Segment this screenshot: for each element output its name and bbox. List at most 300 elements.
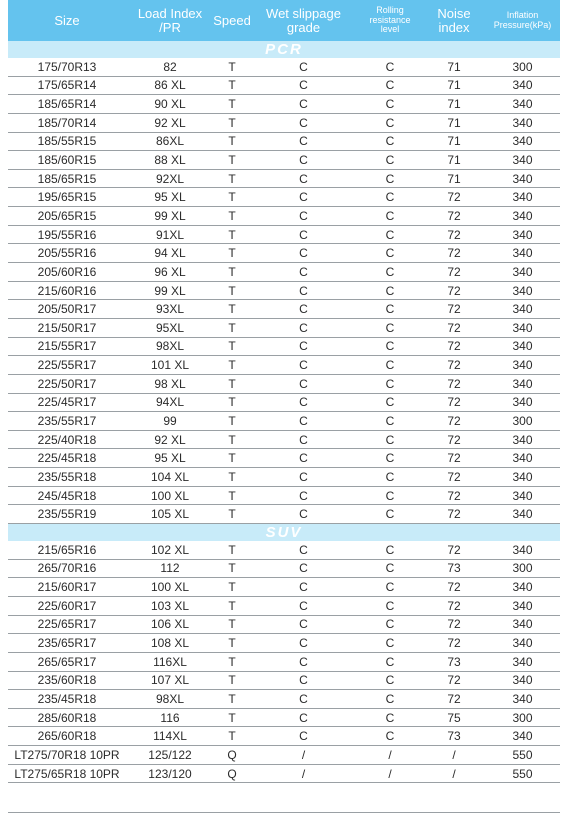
noise-cell: / [452, 766, 456, 781]
speed-cell: T [228, 339, 236, 354]
size-cell: 265/65R17 [37, 654, 97, 669]
rolling-cell: C [385, 488, 395, 503]
speed-cell: T [228, 413, 236, 428]
rolling-cell: C [385, 507, 395, 522]
load-index-cell: 101 XL [150, 358, 190, 373]
rolling-cell: C [385, 710, 395, 725]
size-cell: 185/65R14 [37, 97, 97, 112]
size-cell: 215/65R16 [37, 542, 97, 557]
header-wet-grade-text: Wet slippage grade [266, 5, 341, 35]
wet-grade-cell: C [299, 395, 308, 410]
wet-grade-cell: C [299, 97, 308, 112]
size-cell: 185/65R15 [37, 171, 97, 186]
inflation-cell: 340 [512, 97, 533, 112]
size-cell: 285/60R18 [37, 710, 97, 725]
inflation-cell: 340 [512, 171, 533, 186]
rolling-cell: C [385, 617, 395, 632]
load-index-cell: 92 XL [154, 115, 186, 130]
inflation-cell: 340 [512, 432, 533, 447]
speed-cell: T [228, 451, 236, 466]
rolling-cell: C [385, 190, 395, 205]
speed-cell: T [228, 264, 236, 279]
wet-grade-cell: C [299, 115, 308, 130]
wet-grade-cell: C [299, 134, 308, 149]
speed-cell: T [228, 561, 236, 576]
table-row [8, 188, 560, 207]
size-cell: LT275/65R18 10PR [14, 766, 120, 781]
wet-grade-cell: C [299, 339, 308, 354]
wet-grade-cell: C [299, 636, 308, 651]
size-cell: 265/60R18 [37, 729, 97, 744]
wet-grade-cell: C [299, 691, 308, 706]
table-row [8, 114, 560, 133]
size-cell: 175/65R14 [37, 78, 97, 93]
rolling-cell: C [385, 246, 395, 261]
rolling-cell: C [385, 691, 395, 706]
wet-grade-cell: / [301, 766, 306, 781]
inflation-cell: 340 [512, 376, 533, 391]
table-row [8, 356, 560, 375]
table-row [8, 709, 560, 728]
noise-cell: 75 [447, 710, 461, 725]
inflation-cell: 340 [512, 636, 533, 651]
wet-grade-cell: C [299, 542, 308, 557]
table-row [8, 207, 560, 226]
size-cell: 205/50R17 [37, 302, 97, 317]
size-cell: 185/60R15 [37, 153, 97, 168]
noise-cell: 72 [447, 339, 461, 354]
table-row [8, 300, 560, 319]
speed-cell: Q [227, 766, 237, 781]
load-index-cell: 100 XL [150, 488, 190, 503]
table-body [8, 41, 560, 783]
load-index-cell: 123/120 [148, 766, 192, 781]
speed-cell: T [228, 691, 236, 706]
noise-cell: 71 [447, 59, 461, 74]
load-index-cell: 99 [163, 413, 177, 428]
load-index-cell: 94 XL [154, 246, 186, 261]
wet-grade-cell: C [299, 729, 308, 744]
table-row [8, 226, 560, 245]
wet-grade-cell: C [299, 654, 308, 669]
table-row [8, 634, 560, 653]
size-cell: 205/55R16 [37, 246, 97, 261]
rolling-cell: C [385, 598, 395, 613]
table-row [8, 672, 560, 691]
noise-cell: 72 [447, 283, 461, 298]
inflation-cell: 340 [512, 542, 533, 557]
wet-grade-cell: C [299, 488, 308, 503]
noise-cell: 71 [447, 97, 461, 112]
speed-cell: T [228, 432, 236, 447]
inflation-cell: 340 [512, 208, 533, 223]
table-row [8, 690, 560, 709]
rolling-cell: C [385, 413, 395, 428]
speed-cell: T [228, 59, 236, 74]
speed-cell: T [228, 246, 236, 261]
size-cell: 205/60R16 [37, 264, 97, 279]
inflation-cell: 340 [512, 320, 533, 335]
inflation-cell: 340 [512, 246, 533, 261]
load-index-cell: 99 XL [154, 283, 186, 298]
rolling-cell: C [385, 654, 395, 669]
speed-cell: T [228, 134, 236, 149]
rolling-cell: C [385, 358, 395, 373]
table-row [8, 338, 560, 357]
load-index-cell: 92 XL [154, 432, 186, 447]
table-row [8, 394, 560, 413]
size-cell: 205/65R15 [37, 208, 97, 223]
inflation-cell: 340 [512, 339, 533, 354]
inflation-cell: 550 [512, 766, 533, 781]
noise-cell: 73 [447, 654, 461, 669]
wet-grade-cell: C [299, 598, 308, 613]
speed-cell: T [228, 358, 236, 373]
table-row [8, 541, 560, 560]
inflation-cell: 340 [512, 395, 533, 410]
wet-grade-cell: C [299, 617, 308, 632]
load-index-cell: 98XL [155, 339, 185, 354]
inflation-cell: 340 [512, 469, 533, 484]
load-index-cell: 95 XL [154, 451, 186, 466]
rolling-cell: C [385, 59, 395, 74]
speed-cell: T [228, 190, 236, 205]
wet-grade-cell: C [299, 264, 308, 279]
load-index-cell: 99 XL [154, 208, 186, 223]
speed-cell: T [228, 617, 236, 632]
speed-cell: T [228, 153, 236, 168]
inflation-cell: 300 [512, 59, 533, 74]
speed-cell: T [228, 598, 236, 613]
header-load-index-text: Load Index /PR [137, 5, 203, 35]
rolling-cell: C [385, 134, 395, 149]
rolling-cell: C [385, 153, 395, 168]
noise-cell: 72 [447, 246, 461, 261]
noise-cell: 72 [447, 376, 461, 391]
speed-cell: T [228, 115, 236, 130]
table-row [8, 487, 560, 506]
noise-cell: 72 [447, 542, 461, 557]
size-cell: 215/60R17 [37, 580, 97, 595]
noise-cell: 72 [447, 413, 461, 428]
inflation-cell: 340 [512, 264, 533, 279]
noise-cell: 72 [447, 264, 461, 279]
wet-grade-cell: C [299, 580, 308, 595]
load-index-cell: 90 XL [154, 97, 186, 112]
size-cell: 215/50R17 [37, 320, 97, 335]
noise-cell: 71 [447, 115, 461, 130]
header-speed: Speed [213, 12, 251, 28]
load-index-cell: 103 XL [150, 598, 190, 613]
table-row [8, 765, 560, 784]
size-cell: 235/65R17 [37, 636, 97, 651]
header-size: Size [54, 12, 80, 28]
load-index-cell: 98XL [155, 691, 185, 706]
table-row [8, 375, 560, 394]
table-row [8, 133, 560, 152]
noise-cell: 72 [447, 507, 461, 522]
inflation-cell: 550 [512, 747, 533, 762]
speed-cell: T [228, 654, 236, 669]
wet-grade-cell: C [299, 246, 308, 261]
size-cell: 185/70R14 [37, 115, 97, 130]
speed-cell: T [228, 580, 236, 595]
header-inflation [485, 0, 560, 41]
rolling-cell: C [385, 395, 395, 410]
wet-grade-cell: / [301, 747, 306, 762]
header-rolling [357, 0, 423, 41]
load-index-cell: 96 XL [154, 264, 186, 279]
noise-cell: 71 [447, 171, 461, 186]
rolling-cell: C [385, 376, 395, 391]
load-index-cell: 116 [160, 710, 180, 725]
wet-grade-cell: C [299, 283, 308, 298]
tire-spec-table [8, 0, 560, 783]
noise-cell: 71 [447, 134, 461, 149]
load-index-cell: 100 XL [150, 580, 190, 595]
table-row [8, 412, 560, 431]
wet-grade-cell: C [299, 469, 308, 484]
noise-cell: 72 [447, 451, 461, 466]
load-index-cell: 112 [160, 561, 180, 576]
speed-cell: T [228, 208, 236, 223]
header-inflation-text: Inflation Pressure(kPa) [493, 10, 552, 30]
wet-grade-cell: C [299, 376, 308, 391]
load-index-cell: 91XL [155, 227, 185, 242]
speed-cell: T [228, 636, 236, 651]
size-cell: 215/55R17 [37, 339, 97, 354]
noise-cell: 72 [447, 432, 461, 447]
size-cell: LT275/70R18 10PR [14, 747, 120, 762]
noise-cell: 73 [447, 729, 461, 744]
inflation-cell: 300 [512, 710, 533, 725]
table-row [8, 282, 560, 301]
wet-grade-cell: C [299, 171, 308, 186]
wet-grade-cell: C [299, 208, 308, 223]
inflation-cell: 340 [512, 598, 533, 613]
inflation-cell: 300 [512, 413, 533, 428]
size-cell: 225/50R17 [37, 376, 97, 391]
table-row [8, 77, 560, 96]
rolling-cell: / [388, 747, 392, 762]
speed-cell: T [228, 673, 236, 688]
inflation-cell: 340 [512, 451, 533, 466]
noise-cell: 73 [447, 561, 461, 576]
rolling-cell: C [385, 542, 395, 557]
size-cell: 175/70R13 [37, 59, 97, 74]
noise-cell: 72 [447, 208, 461, 223]
table-row [8, 505, 560, 524]
speed-cell: T [228, 729, 236, 744]
inflation-cell: 340 [512, 691, 533, 706]
size-cell: 225/60R17 [37, 598, 97, 613]
load-index-cell: 107 XL [150, 673, 190, 688]
speed-cell: T [228, 376, 236, 391]
inflation-cell: 340 [512, 358, 533, 373]
rolling-cell: C [385, 264, 395, 279]
rolling-cell: C [385, 432, 395, 447]
wet-grade-cell: C [299, 710, 308, 725]
rolling-cell: C [385, 636, 395, 651]
rolling-cell: C [385, 208, 395, 223]
size-cell: 225/65R17 [37, 617, 97, 632]
speed-cell: Q [227, 747, 237, 762]
inflation-cell: 340 [512, 302, 533, 317]
speed-cell: T [228, 469, 236, 484]
noise-cell: / [452, 747, 456, 762]
inflation-cell: 340 [512, 617, 533, 632]
size-cell: 265/70R16 [37, 561, 97, 576]
wet-grade-cell: C [299, 561, 308, 576]
speed-cell: T [228, 320, 236, 335]
table-row [8, 263, 560, 282]
noise-cell: 72 [447, 395, 461, 410]
size-cell: 195/65R15 [37, 190, 97, 205]
header-rolling-text: Rolling resistance level [369, 5, 411, 35]
wet-grade-cell: C [299, 507, 308, 522]
table-row [8, 616, 560, 635]
inflation-cell: 340 [512, 488, 533, 503]
table-row [8, 244, 560, 263]
size-cell: 225/40R18 [37, 432, 97, 447]
rolling-cell: C [385, 283, 395, 298]
speed-cell: T [228, 78, 236, 93]
wet-grade-cell: C [299, 451, 308, 466]
rolling-cell: C [385, 97, 395, 112]
inflation-cell: 340 [512, 729, 533, 744]
table-row [8, 95, 560, 114]
table-row [8, 170, 560, 189]
inflation-cell: 340 [512, 153, 533, 168]
size-cell: 225/45R17 [37, 395, 97, 410]
load-index-cell: 88 XL [154, 153, 186, 168]
table-row [8, 578, 560, 597]
table-row [8, 727, 560, 746]
noise-cell: 72 [447, 302, 461, 317]
noise-cell: 72 [447, 636, 461, 651]
noise-cell: 72 [447, 673, 461, 688]
rolling-cell: C [385, 302, 395, 317]
rolling-cell: C [385, 339, 395, 354]
wet-grade-cell: C [299, 413, 308, 428]
noise-cell: 72 [447, 469, 461, 484]
wet-grade-cell: C [299, 190, 308, 205]
table-row [8, 431, 560, 450]
inflation-cell: 340 [512, 115, 533, 130]
table-row [8, 597, 560, 616]
size-cell: 235/60R18 [37, 673, 97, 688]
load-index-cell: 105 XL [150, 507, 190, 522]
load-index-cell: 125/122 [148, 747, 192, 762]
wet-grade-cell: C [299, 358, 308, 373]
header-load-index [126, 0, 214, 41]
rolling-cell: C [385, 469, 395, 484]
rolling-cell: C [385, 78, 395, 93]
inflation-cell: 340 [512, 654, 533, 669]
load-index-cell: 93XL [155, 302, 185, 317]
noise-cell: 72 [447, 598, 461, 613]
wet-grade-cell: C [299, 153, 308, 168]
size-cell: 195/55R16 [37, 227, 97, 242]
speed-cell: T [228, 283, 236, 298]
inflation-cell: 340 [512, 78, 533, 93]
inflation-cell: 340 [512, 507, 533, 522]
section-title-suv: SUV [8, 524, 560, 541]
table-row [8, 468, 560, 487]
load-index-cell: 82 [163, 59, 177, 74]
noise-cell: 72 [447, 358, 461, 373]
table-row [8, 653, 560, 672]
rolling-cell: C [385, 115, 395, 130]
rolling-cell: C [385, 561, 395, 576]
size-cell: 235/55R19 [37, 507, 97, 522]
noise-cell: 72 [447, 320, 461, 335]
size-cell: 185/55R15 [37, 134, 97, 149]
size-cell: 245/45R18 [37, 488, 97, 503]
header-wet-grade [250, 0, 357, 41]
noise-cell: 72 [447, 617, 461, 632]
rolling-cell: C [385, 673, 395, 688]
inflation-cell: 340 [512, 283, 533, 298]
table-row [8, 746, 560, 765]
size-cell: 215/60R16 [37, 283, 97, 298]
wet-grade-cell: C [299, 320, 308, 335]
speed-cell: T [228, 97, 236, 112]
load-index-cell: 86 XL [154, 78, 186, 93]
load-index-cell: 98 XL [154, 376, 186, 391]
bottom-rule [8, 812, 560, 813]
rolling-cell: / [388, 766, 392, 781]
load-index-cell: 104 XL [150, 469, 190, 484]
rolling-cell: C [385, 227, 395, 242]
size-cell: 235/55R17 [37, 413, 97, 428]
load-index-cell: 114XL [153, 729, 187, 744]
load-index-cell: 108 XL [150, 636, 190, 651]
header-noise-text: Noise index [437, 5, 471, 35]
inflation-cell: 340 [512, 580, 533, 595]
rolling-cell: C [385, 451, 395, 466]
wet-grade-cell: C [299, 302, 308, 317]
load-index-cell: 95 XL [154, 190, 186, 205]
inflation-cell: 300 [512, 561, 533, 576]
speed-cell: T [228, 395, 236, 410]
rolling-cell: C [385, 580, 395, 595]
table-row [8, 319, 560, 338]
wet-grade-cell: C [299, 78, 308, 93]
wet-grade-cell: C [299, 673, 308, 688]
noise-cell: 72 [447, 488, 461, 503]
noise-cell: 72 [447, 190, 461, 205]
rolling-cell: C [385, 171, 395, 186]
load-index-cell: 102 XL [150, 542, 190, 557]
load-index-cell: 94XL [155, 395, 185, 410]
speed-cell: T [228, 542, 236, 557]
noise-cell: 71 [447, 78, 461, 93]
speed-cell: T [228, 710, 236, 725]
rolling-cell: C [385, 729, 395, 744]
load-index-cell: 106 XL [150, 617, 190, 632]
noise-cell: 72 [447, 227, 461, 242]
table-row [8, 58, 560, 77]
table-row [8, 449, 560, 468]
rolling-cell: C [385, 320, 395, 335]
load-index-cell: 92XL [155, 171, 185, 186]
inflation-cell: 340 [512, 673, 533, 688]
inflation-cell: 340 [512, 190, 533, 205]
size-cell: 235/55R18 [37, 469, 97, 484]
wet-grade-cell: C [299, 432, 308, 447]
speed-cell: T [228, 227, 236, 242]
